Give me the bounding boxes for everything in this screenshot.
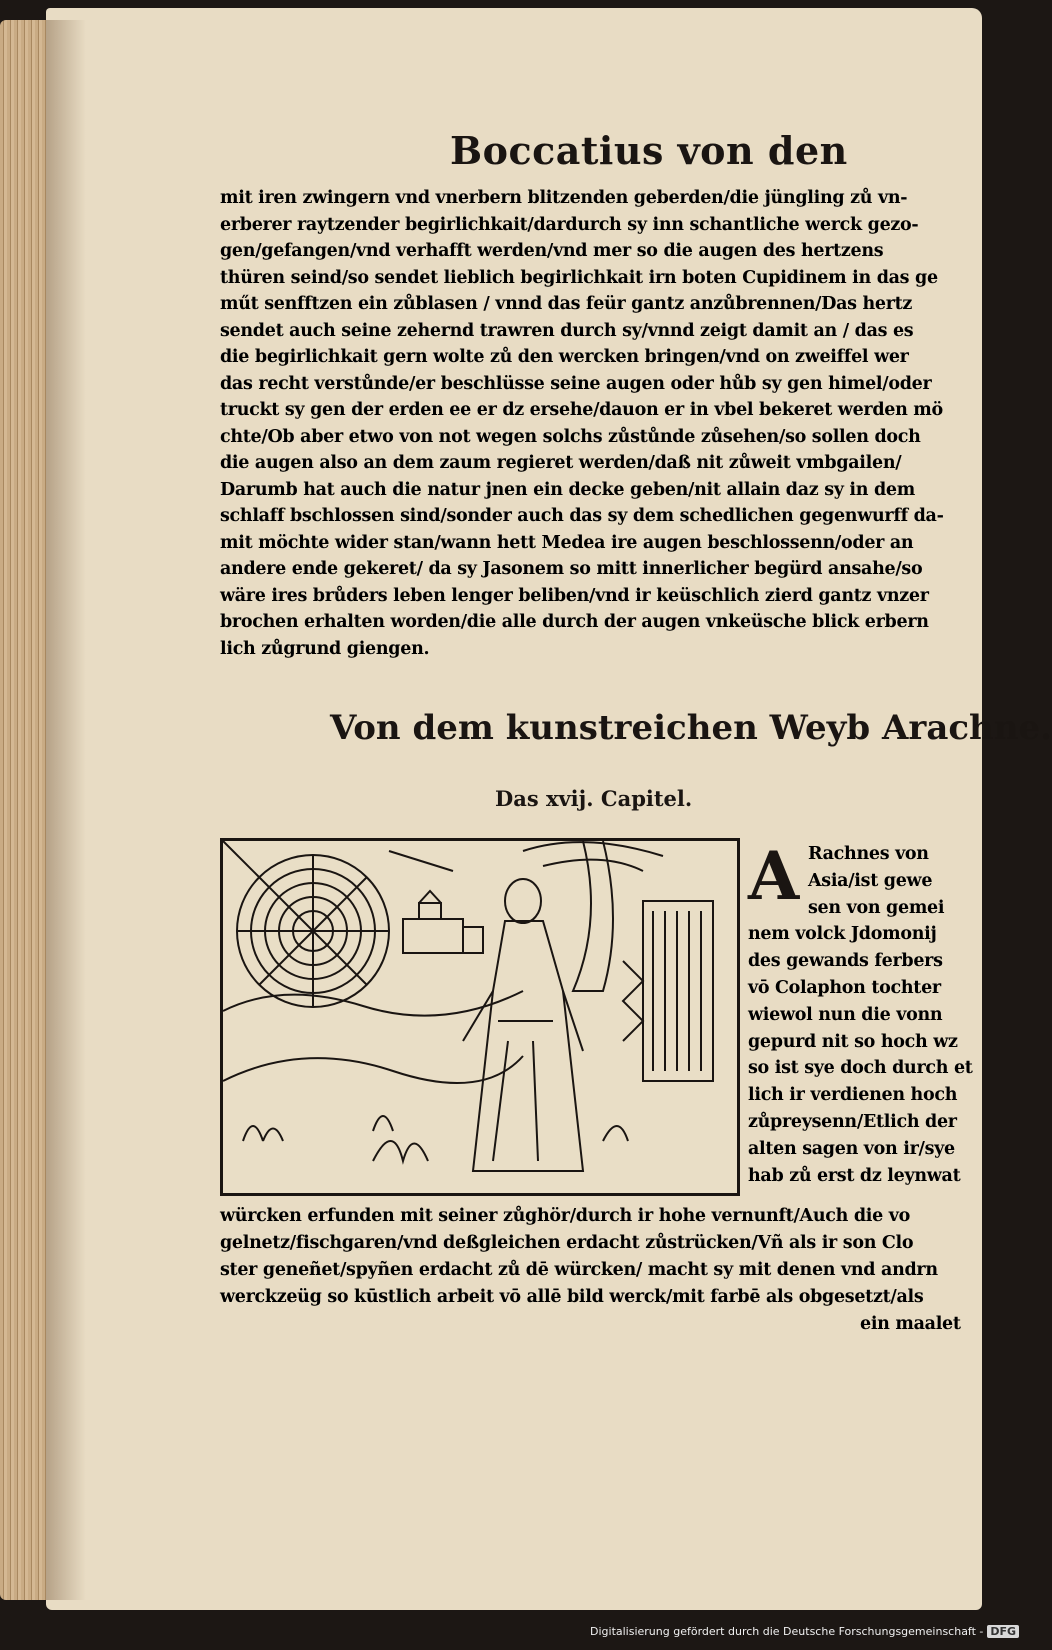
text-line: wäre ires brůders leben lenger beliben/vnd ir keüschlich zierd gantz vnzer <box>220 585 929 606</box>
text-line: truckt sy gen der erden ee er dz ersehe/dauon er in vbel bekeret werden mö <box>220 400 943 420</box>
running-head: Boccatius von den <box>450 128 848 173</box>
text-line: lich zůgrund giengen. <box>220 638 430 659</box>
text-line: würcken erfunden mit seiner zůghör/durch ir hohe vernunft/Auch die vo <box>220 1206 910 1226</box>
text-line: vō Colaphon tochter <box>748 978 941 998</box>
arachne-figure <box>463 879 583 1171</box>
text-line: erberer raytzender begirlichkait/dardurch sy inn schantliche werck gezo- <box>220 214 919 235</box>
text-line: Rachnes von <box>808 844 929 864</box>
text-line: nem volck Jdomonij <box>748 924 937 945</box>
text-line: brochen erhalten worden/die alle durch der augen vnkeüsche blick erbern <box>220 612 929 632</box>
text-line: des gewands ferbers <box>748 951 943 972</box>
footer-text: Digitalisierung gefördert durch die Deutsche Forschungsgemeinschaft - <box>590 1625 984 1638</box>
text-line: werckzeüg so kūstlich arbeit vō allē bild werck/mit farbē als obgesetzt/als <box>220 1287 924 1307</box>
loom <box>623 901 713 1081</box>
text-line: gelnetz/fischgaren/vnd deßgleichen erdacht zůstrücken/Vñ als ir son Clo <box>220 1233 914 1253</box>
text-line: Asia/ist gewe <box>808 870 933 891</box>
text-line: thüren seind/so sendet lieblich begirlichkait irn boten Cupidinem in das ge <box>220 267 938 288</box>
text-line: schlaff bschlossen sind/sonder auch das sy dem schedlichen gegenwurff da- <box>220 506 944 526</box>
text-line: sendet auch seine zehernd trawren durch sy/vnnd zeigt damit an / das es <box>220 320 914 341</box>
text-line: so ist sye doch durch et <box>748 1058 973 1079</box>
text-line: andere ende gekeret/ da sy Jasonem so mitt innerlicher begürd ansahe/so <box>220 559 923 579</box>
text-line: chte/Ob aber etwo von not wegen solchs zůstůnde zůsehen/so sollen doch <box>220 426 921 447</box>
decorated-initial: A <box>748 837 800 915</box>
text-line: alten sagen von ir/sye <box>748 1138 955 1159</box>
text-line: ster geneñet/spyñen erdacht zů dē würcken/ macht sy mit denen vnd andrn <box>220 1260 938 1280</box>
text-line: sen von gemei <box>808 897 945 918</box>
arachne-woodcut <box>223 841 737 1193</box>
digitization-footer <box>590 1625 1017 1645</box>
text-line: hab zů erst dz leynwat <box>748 1165 961 1186</box>
text-line: ein maalet <box>860 1314 961 1334</box>
text-line: mit möchte wider stan/wann hett Medea ire augen beschlossenn/oder an <box>220 532 914 553</box>
text-line: die augen also an dem zaum regieret werden/daß nit zůweit vmbgailen/ <box>220 453 902 473</box>
text-line: Darumb hat auch die natur jnen ein decke geben/nit allain daz sy in dem <box>220 479 915 500</box>
castle <box>403 891 483 953</box>
text-line: das recht verstůnde/er beschlüsse seine augen oder hůb sy gen himel/oder <box>220 373 932 394</box>
spine-shadow <box>46 20 86 1600</box>
spider-web <box>223 841 453 1007</box>
text-line: die begirlichkait gern wolte zů den wercken bringen/vnd on zweiffel wer <box>220 347 909 367</box>
text-line: zůpreysenn/Etlich der <box>748 1112 957 1132</box>
dfg-logo: DFG <box>987 1625 1019 1638</box>
chapter-heading: Von dem kunstreichen Weyb Arachne. <box>330 708 1052 748</box>
text-line: wiewol nun die vonn <box>748 1004 943 1025</box>
chapter-number: Das xvij. Capitel. <box>495 786 693 811</box>
text-line: gepurd nit so hoch wz <box>748 1031 958 1052</box>
text-line: lich ir verdienen hoch <box>748 1085 958 1106</box>
text-line: műt senfftzen ein zůblasen / vnnd das feür gantz anzůbrennen/Das hertz <box>220 294 913 314</box>
woodcut-illustration <box>220 838 740 1196</box>
text-line: gen/gefangen/vnd verhafft werden/vnd mer so die augen des hertzens <box>220 241 884 261</box>
text-line: mit iren zwingern vnd vnerbern blitzenden geberden/die jüngling zů vn- <box>220 188 908 208</box>
